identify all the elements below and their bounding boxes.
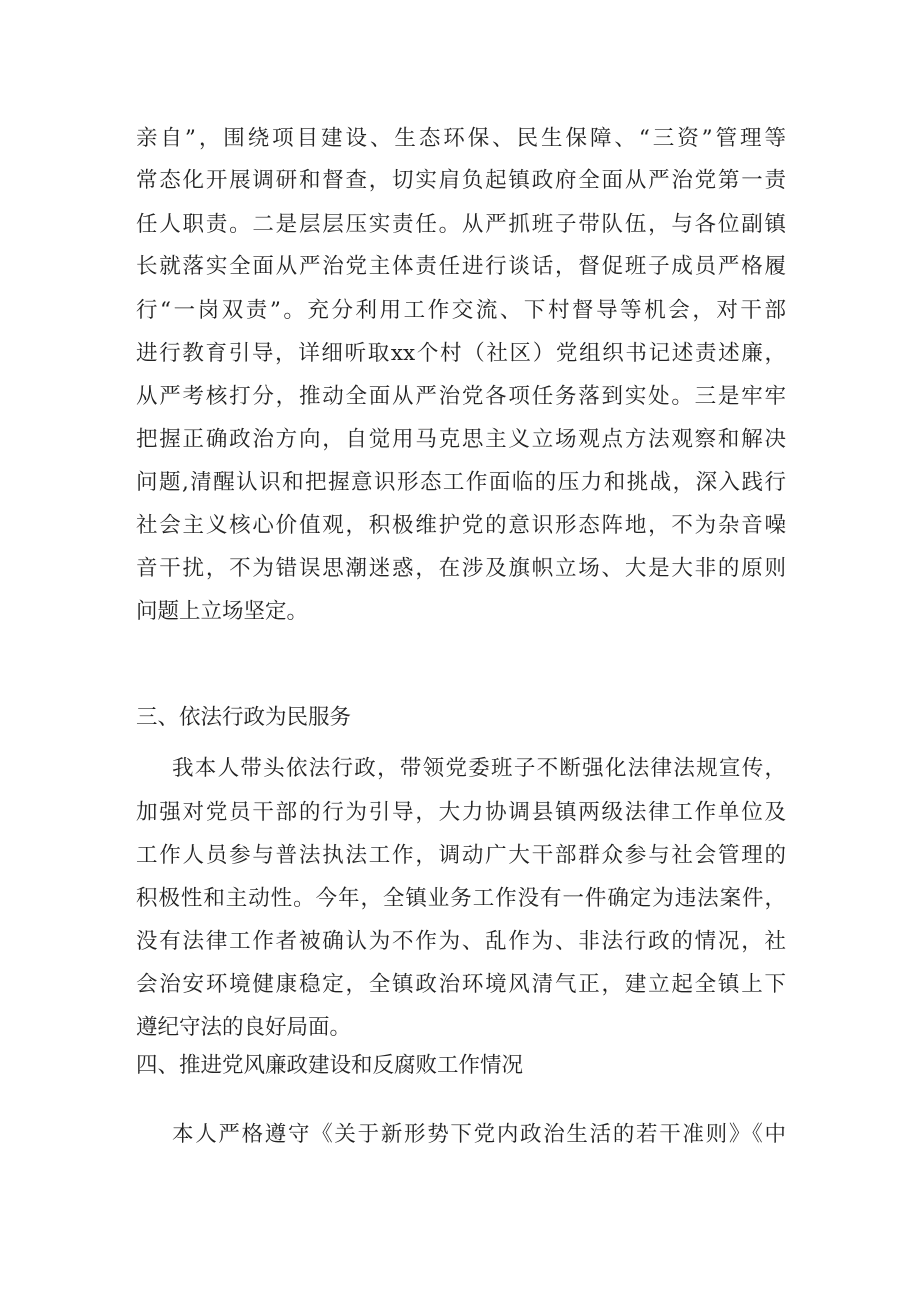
paragraph-1-line-2: 常态化开展调研和督查，切实肩负起镇政府全面从严治党第一责 bbox=[136, 168, 786, 193]
paragraph-1-line-1: 亲自”，围绕项目建设、生态环保、民生保障、“三资”管理等 bbox=[136, 126, 786, 151]
paragraph-1-line-9: 问题,清醒认识和把握意识形态工作面临的压力和挑战，深入践行 bbox=[136, 470, 786, 495]
paragraph-2-line-1: 我本人带头依法行政，带领党委班子不断强化法律法规宣传， bbox=[172, 756, 786, 781]
paragraph-1-line-12: 问题上立场坚定。 bbox=[136, 599, 309, 624]
paragraph-1-line-8: 把握正确政治方向，自觉用马克思主义立场观点方法观察和解决 bbox=[136, 427, 786, 452]
section-heading-4: 四、推进党风廉政建设和反腐败工作情况 bbox=[136, 1053, 524, 1078]
paragraph-1-line-6: 进行教育引导，详细听取xx个村（社区）党组织书记述责述廉， bbox=[136, 341, 786, 366]
paragraph-2-line-7: 遵纪守法的良好局面。 bbox=[136, 1015, 352, 1040]
paragraph-2-line-6: 会治安环境健康稳定，全镇政治环境风清气正，建立起全镇上下 bbox=[136, 972, 786, 997]
paragraph-2-line-5: 没有法律工作者被确认为不作为、乱作为、非法行政的情况，社 bbox=[136, 929, 786, 954]
paragraph-1-line-4: 长就落实全面从严治党主体责任进行谈话，督促班子成员严格履 bbox=[136, 254, 786, 279]
paragraph-1-line-5: 行“一岗双责”。充分利用工作交流、下村督导等机会，对干部 bbox=[136, 298, 786, 323]
paragraph-1-line-7: 从严考核打分，推动全面从严治党各项任务落到实处。三是牢牢 bbox=[136, 384, 786, 409]
paragraph-1-line-10: 社会主义核心价值观，积极维护党的意识形态阵地，不为杂音噪 bbox=[136, 513, 786, 538]
paragraph-1-line-11: 音干扰，不为错误思潮迷惑，在涉及旗帜立场、大是大非的原则 bbox=[136, 556, 786, 581]
section-heading-3: 三、依法行政为民服务 bbox=[136, 705, 352, 730]
paragraph-2-line-3: 工作人员参与普法执法工作，调动广大干部群众参与社会管理的 bbox=[136, 843, 786, 868]
paragraph-2-line-2: 加强对党员干部的行为引导，大力协调县镇两级法律工作单位及 bbox=[136, 800, 786, 825]
paragraph-1-line-3: 任人职责。二是层层压实责任。从严抓班子带队伍，与各位副镇 bbox=[136, 212, 786, 237]
paragraph-3-line-1: 本人严格遵守《关于新形势下党内政治生活的若干准则》《中 bbox=[172, 1122, 786, 1147]
paragraph-2-line-4: 积极性和主动性。今年，全镇业务工作没有一件确定为违法案件， bbox=[136, 886, 786, 911]
